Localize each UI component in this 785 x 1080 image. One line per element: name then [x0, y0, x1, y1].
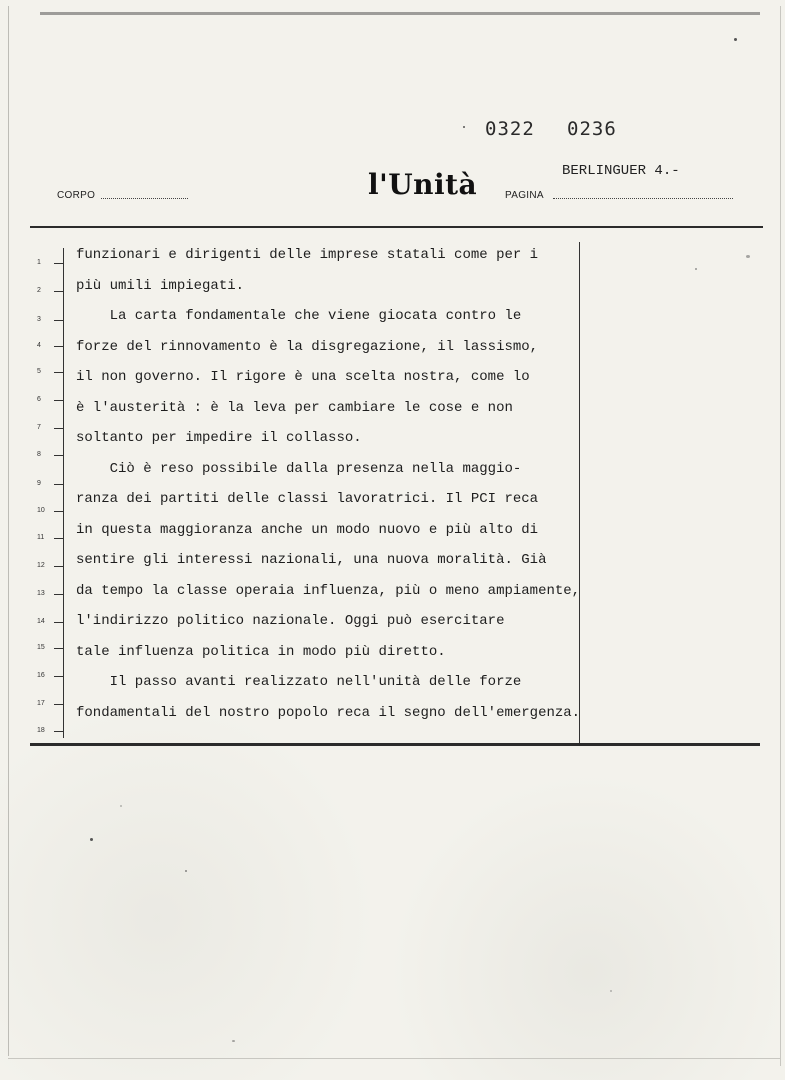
text-line: soltanto per impedire il collasso.	[76, 430, 362, 446]
text-line: forze del rinnovamento è la disgregazione, il lassismo,	[76, 338, 539, 355]
text-line: funzionari e dirigenti delle imprese statali come per i	[76, 247, 539, 263]
document-number-right: 0236	[567, 118, 617, 140]
text-line: fondamentali del nostro popolo reca il segno dell'emergenza.	[76, 704, 581, 721]
text-line: sentire gli interessi nazionali, una nuova moralità. Già	[76, 552, 547, 568]
document-number-left: 0322	[485, 118, 535, 140]
text-line: l'indirizzo politico nazionale. Oggi può esercitare	[76, 613, 505, 629]
scan-speck	[746, 255, 750, 258]
text-line: La carta fondamentale che viene giocata contro le	[76, 308, 522, 324]
scan-speck	[232, 1040, 235, 1042]
scan-speck	[185, 870, 187, 872]
typewritten-page: 0322 0236 BERLINGUER 4.- CORPO l'Unità PAGINA 1 2 3 4 5 6 7 8 9 10 11 12 13 14 15 16 17 18 funzionari e dirigenti delle imprese statali come per i più umili impiegati. La carta fondamentale che viene giocata contro le forze del rinnovamento è la disgregazione, il lassismo, il non governo. Il rigore è una scelta nostra, come lo è l'austerità : è la leva per cambiare le cose e non soltanto per impedire il collasso. Ciò è reso possibile dalla presenza nella maggio- ranza dei partiti delle classi lavoratrici. Il PCI reca in questa maggioranza anche un modo nuovo e più alto di sentire gli interessi nazionali, una nuova moralità. Già da tempo la classe operaia influenza, più o meno ampiamente, l'indirizzo politico nazionale. Oggi può esercitare tale influenza politica in modo più diretto. Il passo avanti realizzato nell'unità delle forze fondamentali del nostro popolo reca il segno dell'emergenza.	[0, 0, 785, 1080]
scan-speck	[695, 268, 697, 270]
typewritten-body	[76, 240, 656, 728]
corpo-dotted-field	[101, 198, 188, 199]
pagina-dotted-field	[553, 198, 733, 199]
text-line: ranza dei partiti delle classi lavoratrici. Il PCI reca	[76, 491, 539, 507]
scan-speck	[610, 990, 612, 992]
scan-speck	[120, 805, 122, 807]
text-line: da tempo la classe operaia influenza, più o meno ampiamente,	[76, 582, 581, 599]
text-line: tale influenza politica in modo più diretto.	[76, 643, 446, 660]
article-slug: BERLINGUER 4.-	[562, 163, 680, 179]
corpo-label: CORPO	[57, 190, 96, 201]
line-number-margin-rule	[63, 248, 64, 738]
page-bottom-edge	[8, 1058, 780, 1059]
text-area-top-rule	[30, 226, 763, 228]
text-line: più umili impiegati.	[76, 277, 245, 294]
page-right-edge	[780, 6, 781, 1066]
text-line: in questa maggioranza anche un modo nuovo e più alto di	[76, 521, 539, 538]
scan-speck	[463, 126, 465, 128]
text-line: è l'austerità : è la leva per cambiare le cose e non	[76, 399, 513, 416]
page-left-edge	[8, 6, 9, 1056]
masthead-logo: l'Unità	[368, 168, 478, 201]
scan-speck	[734, 38, 737, 41]
pagina-label: PAGINA	[505, 190, 544, 201]
text-line: Ciò è reso possibile dalla presenza nella maggio-	[76, 460, 522, 477]
text-line: Il passo avanti realizzato nell'unità delle forze	[76, 674, 522, 690]
text-area-bottom-rule	[30, 743, 760, 746]
text-line: il non governo. Il rigore è una scelta nostra, come lo	[76, 369, 530, 385]
scan-speck	[90, 838, 93, 841]
top-edge-rule	[40, 12, 760, 15]
